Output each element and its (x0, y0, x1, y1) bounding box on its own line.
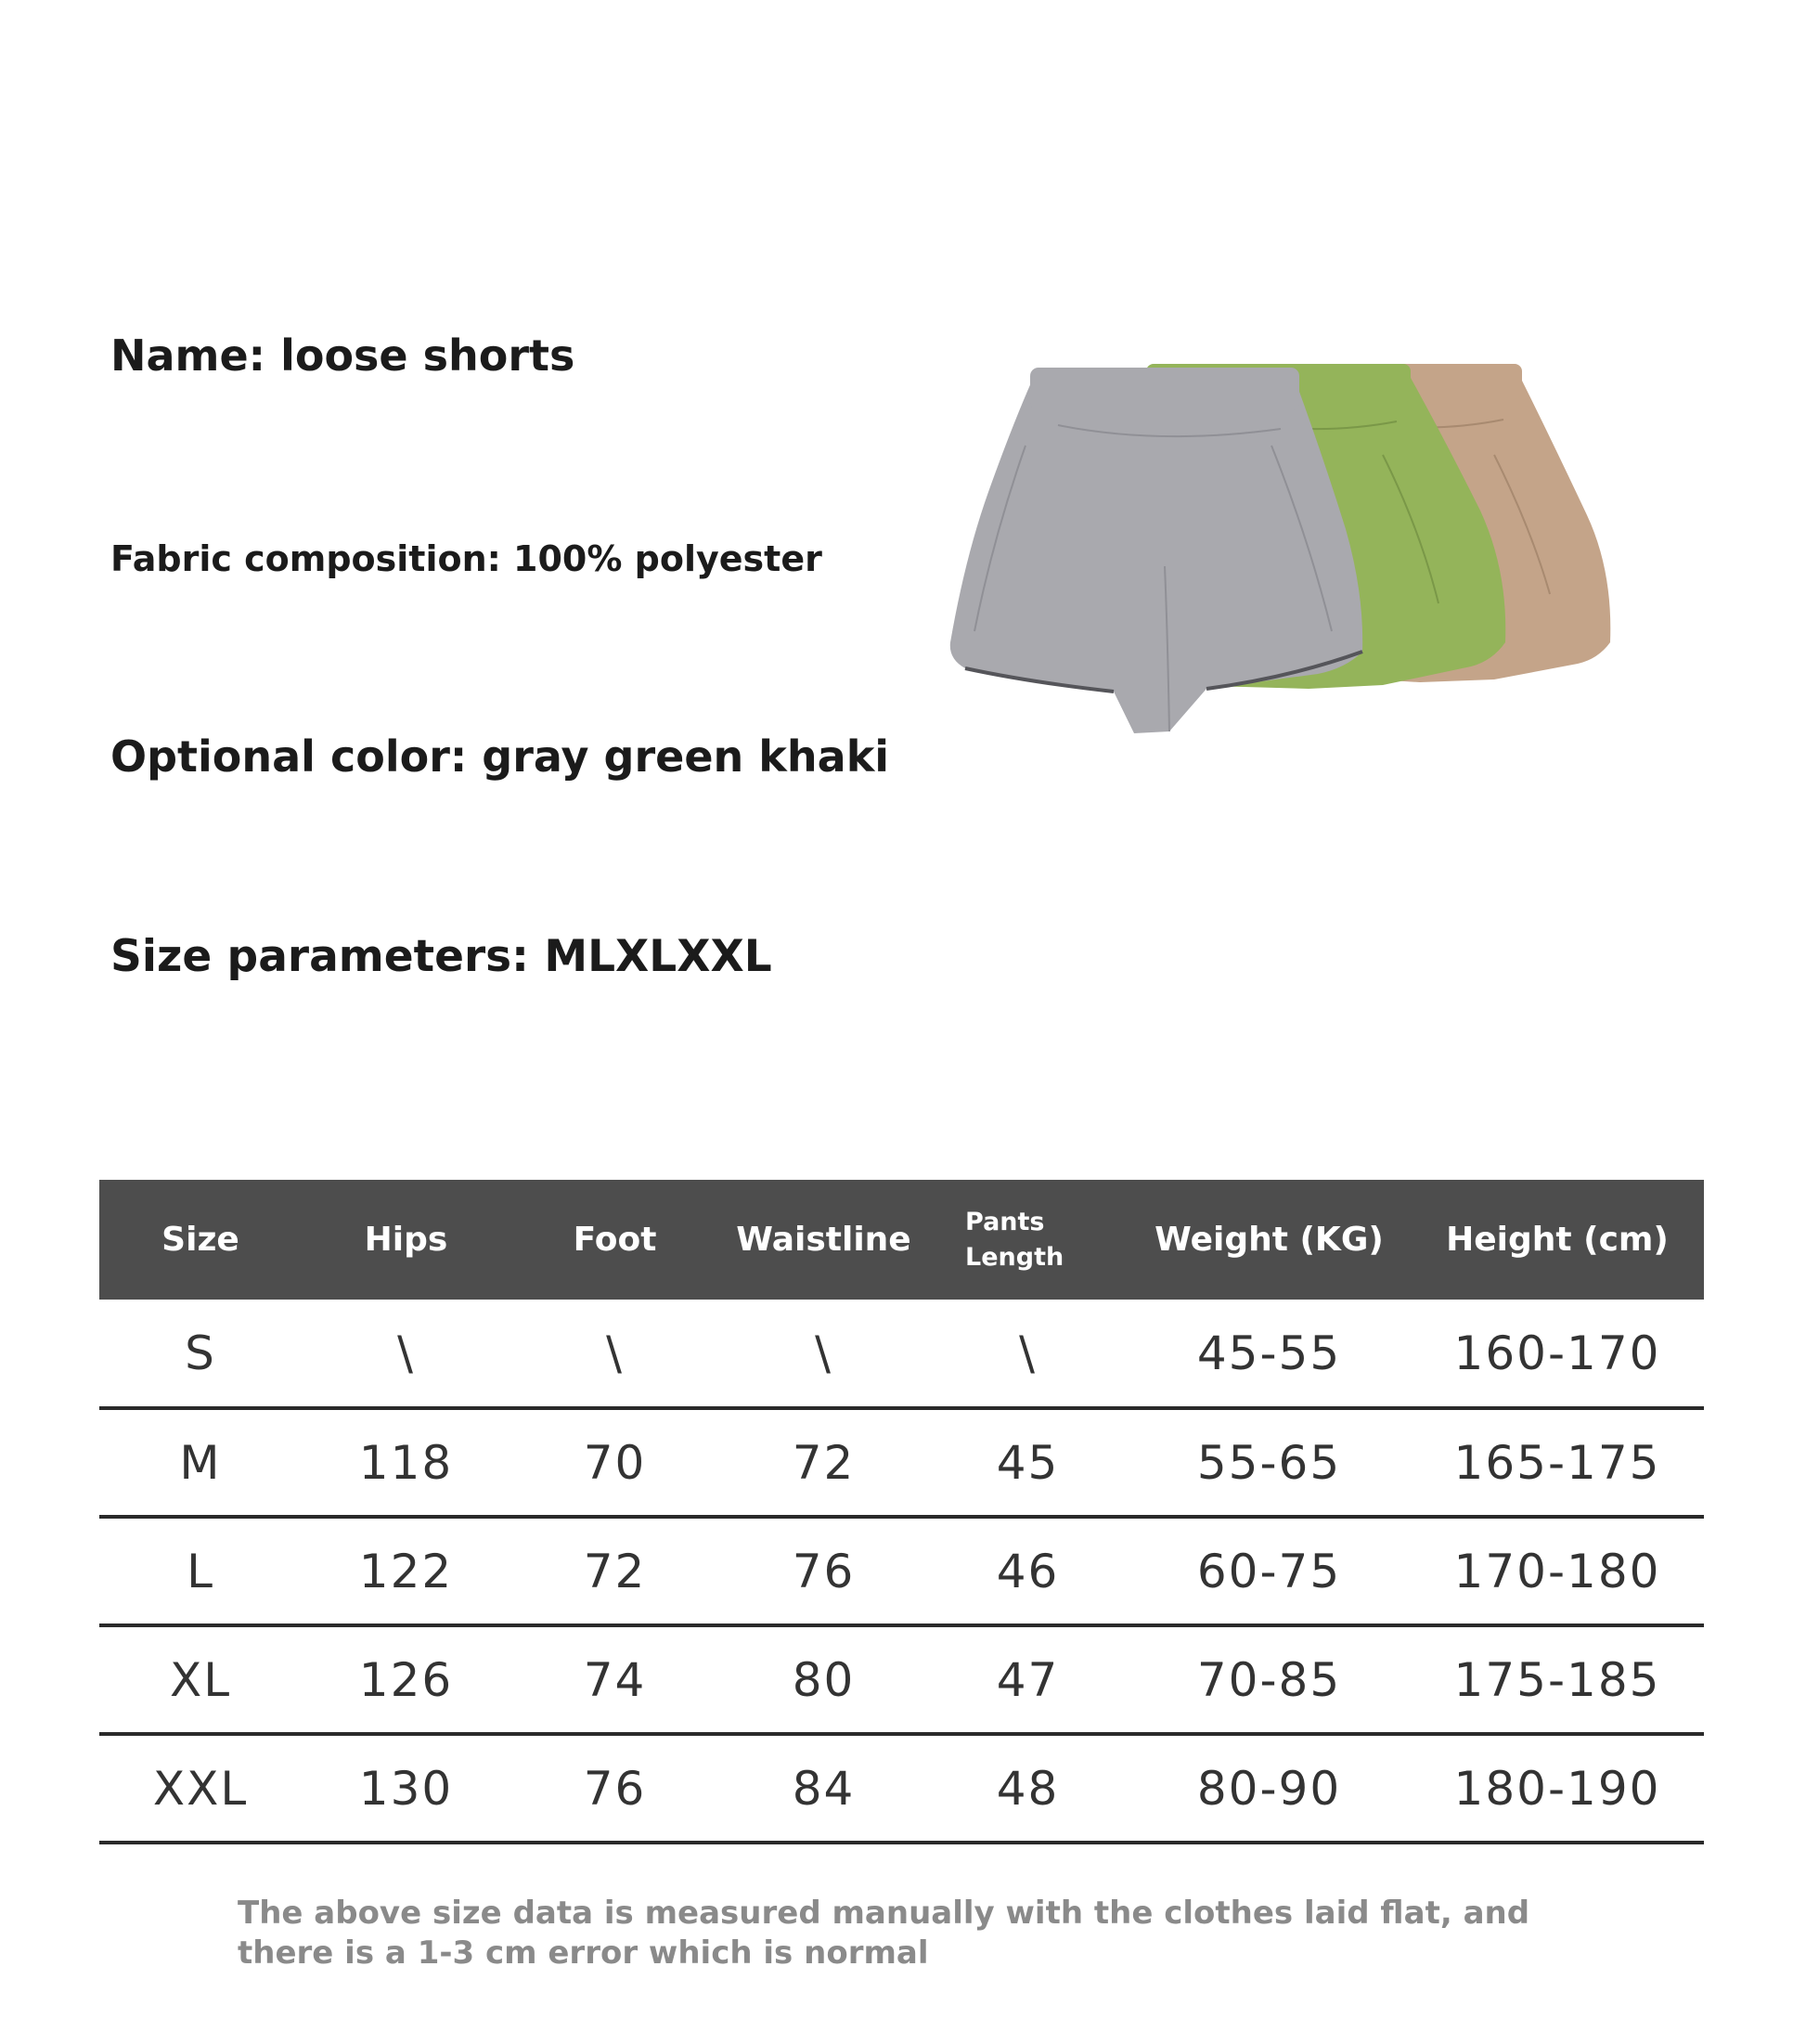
info-size-parameters: Size parameters: MLXLXXL (110, 931, 772, 982)
cell-waistline: 80 (792, 1652, 856, 1707)
cell-height: 165-175 (1453, 1435, 1661, 1490)
header-weight: Weight (KG) (1155, 1221, 1384, 1259)
cell-foot: 70 (583, 1435, 647, 1490)
cell-size: S (185, 1326, 216, 1380)
cell-height: 180-190 (1453, 1761, 1661, 1816)
size-table-body (99, 1300, 1704, 1844)
table-row (99, 1519, 1704, 1627)
cell-size: XL (169, 1652, 232, 1707)
cell-waistline: 76 (792, 1544, 856, 1598)
header-height: Height (cm) (1446, 1221, 1669, 1259)
cell-pants-length: 46 (996, 1544, 1060, 1598)
cell-size: M (179, 1435, 222, 1490)
cell-pants-length: \ (1019, 1326, 1037, 1380)
cell-height: 170-180 (1453, 1544, 1661, 1598)
cell-weight: 60-75 (1196, 1544, 1342, 1598)
size-table-header (99, 1180, 1704, 1300)
cell-weight: 55-65 (1196, 1435, 1342, 1490)
cell-size: XXL (152, 1761, 249, 1816)
cell-hips: 122 (358, 1544, 454, 1598)
cell-foot: \ (606, 1326, 624, 1380)
cell-height: 175-185 (1453, 1652, 1661, 1707)
header-size: Size (161, 1221, 239, 1259)
cell-height: 160-170 (1453, 1326, 1661, 1380)
header-hips: Hips (364, 1221, 448, 1259)
size-table (99, 1180, 1704, 1844)
measurement-note: The above size data is measured manually with the clothes laid flat, and there is a 1-3 cm error which is normal (238, 1895, 1530, 1972)
header-waistline: Waistline (736, 1221, 911, 1259)
cell-hips: 126 (358, 1652, 454, 1707)
cell-hips: 130 (358, 1761, 454, 1816)
product-photo-shorts (937, 353, 1633, 743)
table-row (99, 1300, 1704, 1410)
shorts-illustration (937, 353, 1633, 743)
table-row (99, 1627, 1704, 1736)
info-name: Name: loose shorts (110, 330, 575, 381)
cell-waistline: \ (815, 1326, 832, 1380)
cell-waistline: 72 (792, 1435, 856, 1490)
cell-weight: 80-90 (1196, 1761, 1342, 1816)
cell-pants-length: 47 (996, 1652, 1060, 1707)
table-row (99, 1736, 1704, 1844)
cell-pants-length: 48 (996, 1761, 1060, 1816)
cell-foot: 74 (583, 1652, 647, 1707)
cell-size: L (187, 1544, 214, 1598)
info-fabric: Fabric composition: 100% polyester (110, 538, 822, 579)
cell-weight: 70-85 (1196, 1652, 1342, 1707)
cell-pants-length: 45 (996, 1435, 1060, 1490)
header-pants-length: Pants Length (965, 1207, 1064, 1272)
cell-foot: 76 (583, 1761, 647, 1816)
info-color: Optional color: gray green khaki (110, 731, 890, 782)
header-foot: Foot (573, 1221, 657, 1259)
cell-weight: 45-55 (1196, 1326, 1342, 1380)
cell-hips: \ (397, 1326, 415, 1380)
table-row (99, 1410, 1704, 1519)
cell-hips: 118 (358, 1435, 454, 1490)
cell-foot: 72 (583, 1544, 647, 1598)
cell-waistline: 84 (792, 1761, 856, 1816)
